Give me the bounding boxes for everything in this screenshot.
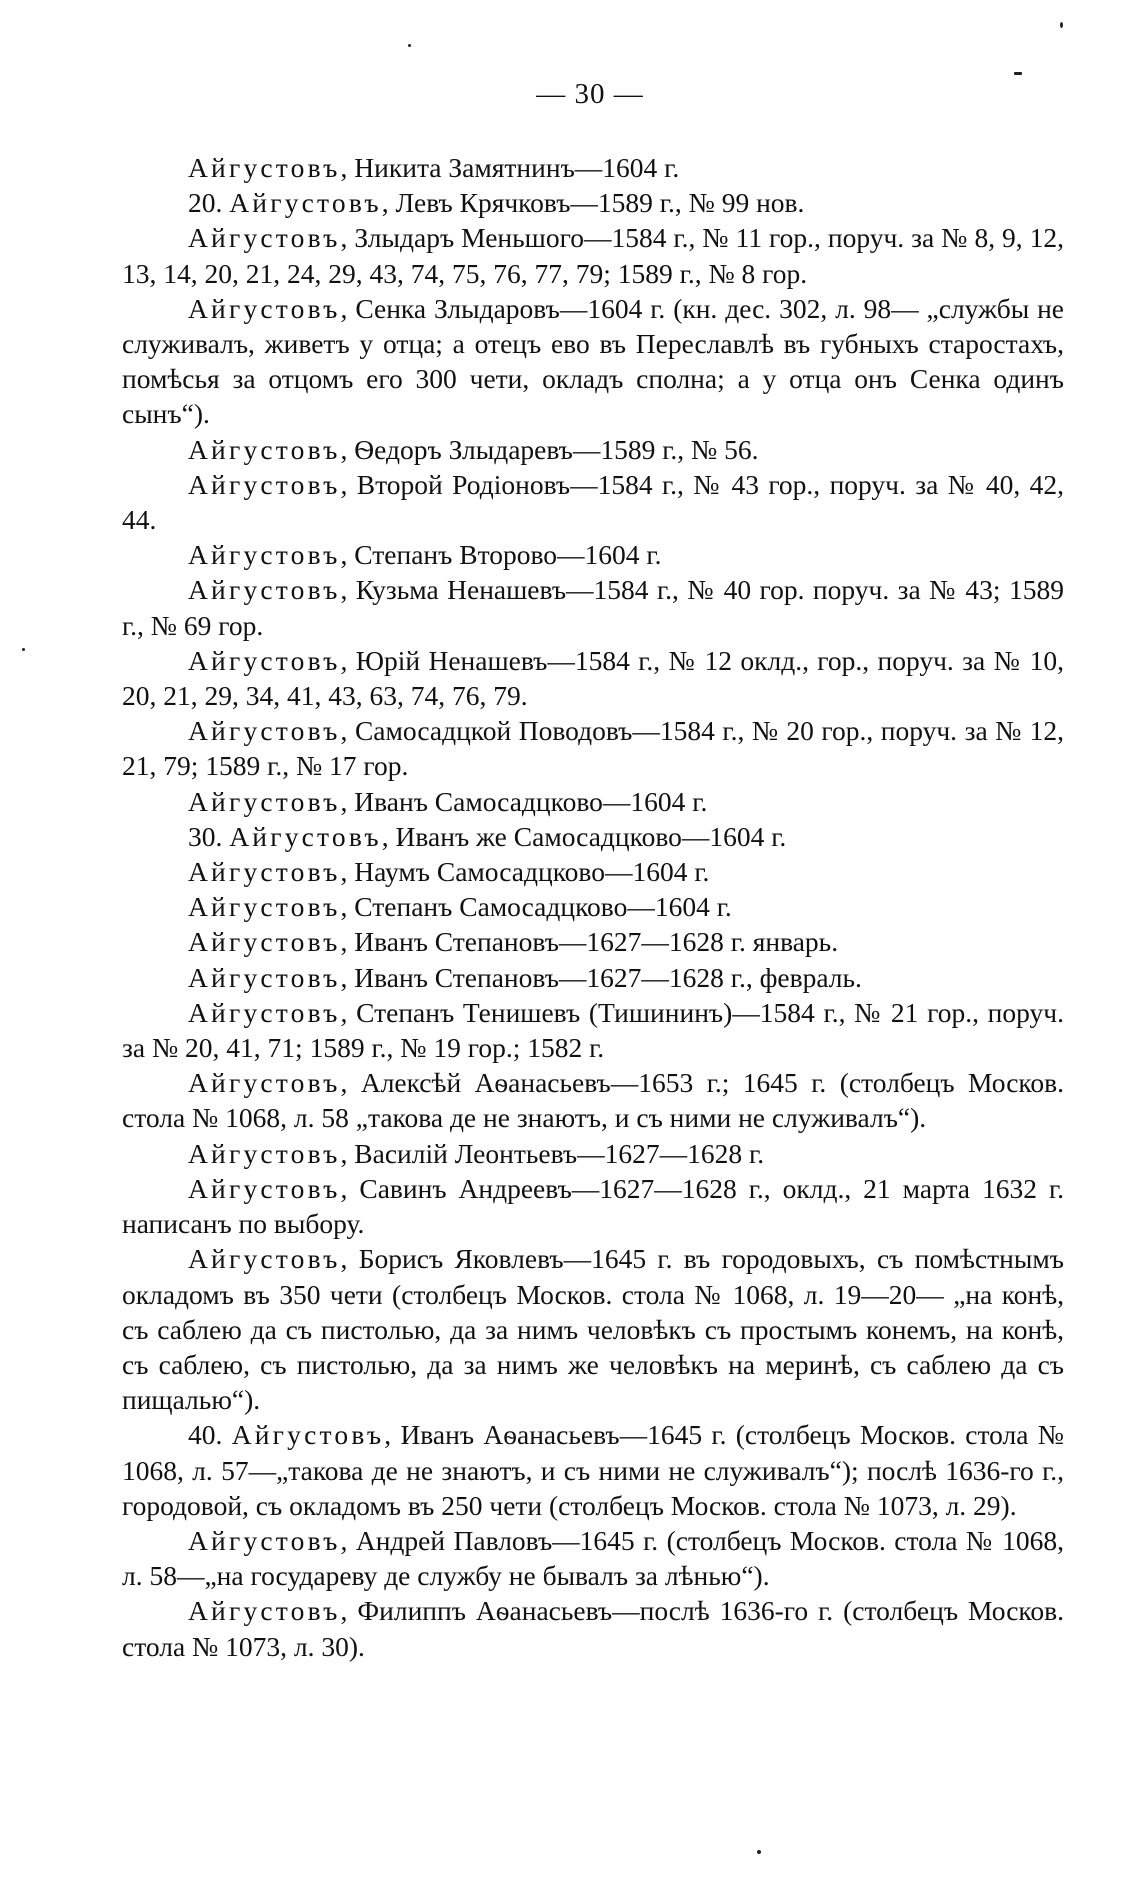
list-item xyxy=(122,819,1064,854)
entry-surname: Айгустовъ xyxy=(188,1137,341,1169)
list-item xyxy=(122,643,1064,713)
list-item xyxy=(122,467,1064,537)
entry-text: , Степанъ Тенишевъ (Тишининъ)—1584 г., № 21 гор., поруч. за № 20, 41, 71; 1589 г., № 19 гор.; 1582 г. xyxy=(122,996,1064,1064)
entry-text: , Наумъ Самосадцково—1604 г. xyxy=(340,856,710,888)
list-item xyxy=(122,995,1064,1065)
entry-text: , Сенка Злыдаровъ—1604 г. (кн. дес. 302, л. 98— „службы не служивалъ, живетъ у отца; а отецъ ево въ Переславлѣ въ губныхъ старостахъ, помѣсья за отцомъ его 300 чети, окладъ сполна; а у отца онъ Сенка одинъ сынъ“). xyxy=(122,292,1064,430)
entry-surname: Айгустовъ xyxy=(229,820,382,852)
list-item xyxy=(122,1136,1064,1171)
scan-speck xyxy=(1060,22,1063,28)
entry-text: , Савинъ Андреевъ—1627—1628 г., оклд., 21 марта 1632 г. написанъ по выбору. xyxy=(122,1172,1064,1240)
entry-surname: Айгустовъ xyxy=(188,715,341,747)
entry-surname: Айгустовъ xyxy=(188,539,341,571)
entry-text: , Иванъ Степановъ—1627—1628 г., февраль. xyxy=(340,961,862,993)
entry-text: , Ѳедоръ Злыдаревъ—1589 г., № 56. xyxy=(340,433,759,465)
entry-surname: Айгустовъ xyxy=(188,644,341,676)
scan-speck xyxy=(408,44,411,47)
entry-text: , Юрій Ненашевъ—1584 г., № 12 оклд., гор., поруч. за № 10, 20, 21, 29, 34, 41, 43, 63, 74, 76, 79. xyxy=(122,644,1064,712)
entry-surname: Айгустовъ xyxy=(188,856,341,888)
entry-surname: Айгустовъ xyxy=(188,468,341,500)
list-item xyxy=(122,784,1064,819)
list-item xyxy=(122,854,1064,889)
entry-surname: Айгустовъ xyxy=(188,574,341,606)
entry-text: , Иванъ Самосадцково—1604 г. xyxy=(340,785,708,817)
scan-speck xyxy=(22,648,25,651)
entry-text: , Борисъ Яковлевъ—1645 г. въ городовыхъ, съ помѣстнымъ окладомъ въ 350 чети (столбецъ Москов. стола № 1068, л. 19—20— „на конѣ, съ саблею да съ пистолью, да за нимъ человѣкъ съ простымъ конемъ, на конѣ, съ саблею, съ пистолью, да за нимъ же человѣкъ на меринѣ, съ саблею да съ пищалью“). xyxy=(122,1243,1064,1416)
list-item xyxy=(122,924,1064,959)
entry-number: 40. xyxy=(188,1419,232,1451)
entry-list xyxy=(122,150,1064,1664)
entry-surname: Айгустовъ xyxy=(188,1243,341,1275)
list-item xyxy=(122,1065,1064,1135)
entry-number: 30. xyxy=(188,820,230,852)
entry-surname: Айгустовъ xyxy=(188,785,341,817)
entry-surname: Айгустовъ xyxy=(188,222,341,254)
entry-surname: Айгустовъ xyxy=(188,152,341,183)
list-item xyxy=(122,960,1064,995)
entry-surname: Айгустовъ xyxy=(188,996,341,1028)
entry-surname: Айгустовъ xyxy=(188,1524,341,1556)
page-number: — 30 — xyxy=(536,78,644,110)
entry-surname: Айгустовъ xyxy=(229,187,382,219)
list-item xyxy=(122,537,1064,572)
list-item xyxy=(122,150,1064,185)
list-item xyxy=(122,1593,1064,1663)
scan-speck xyxy=(1014,72,1022,75)
entry-surname: Айгустовъ xyxy=(188,433,341,465)
entry-text: , Андрей Павловъ—1645 г. (столбецъ Москов. стола № 1068, л. 58—„на государеву де службу не бывалъ за лѣнью“). xyxy=(122,1524,1064,1592)
list-item xyxy=(122,185,1064,220)
list-item xyxy=(122,572,1064,642)
entry-number: 20. xyxy=(188,187,230,219)
entry-text: , Самосадцкой Поводовъ—1584 г., № 20 гор., поруч. за № 12, 21, 79; 1589 г., № 17 гор. xyxy=(122,715,1064,782)
entry-text: , Степанъ Второво—1604 г. xyxy=(340,539,662,571)
entry-surname: Айгустовъ xyxy=(188,926,341,958)
entry-surname: Айгустовъ xyxy=(188,1172,341,1204)
list-item xyxy=(122,1241,1064,1417)
entry-surname: Айгустовъ xyxy=(188,1067,341,1099)
list-item xyxy=(122,1417,1064,1523)
entry-text: , Алексѣй Аѳанасьевъ—1653 г.; 1645 г. (столбецъ Москов. стола № 1068, л. 58 „такова де не знаютъ, и съ ними не служивалъ“). xyxy=(122,1067,1064,1134)
entry-surname: Айгустовъ xyxy=(188,891,341,923)
entry-surname: Айгустовъ xyxy=(231,1419,385,1451)
entry-surname: Айгустовъ xyxy=(188,961,341,993)
entry-text: , Никита Замятнинъ—1604 г. xyxy=(340,152,680,183)
scan-speck xyxy=(757,1850,761,1854)
list-item xyxy=(122,1171,1064,1241)
entry-text: , Злыдаръ Меньшого—1584 г., № 11 гор., поруч. за № 8, 9, 12, 13, 14, 20, 21, 24, 29, 43, 74, 75, 76, 77, 79; 1589 г., № 8 гор. xyxy=(122,222,1064,289)
entry-text: , Степанъ Самосадцково—1604 г. xyxy=(340,891,732,923)
list-item xyxy=(122,291,1064,432)
entry-text: , Иванъ Аѳанасьевъ—1645 г. (столбецъ Москов. стола № 1068, л. 57—„такова де не знаютъ, и съ ними не служивалъ“); послѣ 1636-го г., городовой, съ окладомъ въ 250 чети (столбецъ Москов. стола № 1073, л. 29). xyxy=(122,1419,1065,1521)
entry-surname: Айгустовъ xyxy=(188,1595,341,1627)
entry-text: , Второй Родіоновъ—1584 г., № 43 гор., поруч. за № 40, 42, 44. xyxy=(122,468,1064,536)
entry-text: , Иванъ же Самосадцково—1604 г. xyxy=(381,820,787,852)
list-item xyxy=(122,1523,1064,1593)
entry-text: , Василій Леонтьевъ—1627—1628 г. xyxy=(340,1137,765,1169)
list-item xyxy=(122,889,1064,924)
entry-text: , Иванъ Степановъ—1627—1628 г. январь. xyxy=(340,926,839,958)
list-item xyxy=(122,713,1064,783)
entry-text: , Кузьма Ненашевъ—1584 г., № 40 гор. поруч. за № 43; 1589 г., № 69 гор. xyxy=(122,574,1064,641)
list-item xyxy=(122,432,1064,467)
list-item xyxy=(122,220,1064,290)
entry-surname: Айгустовъ xyxy=(188,292,341,324)
entry-text: , Левъ Крячковъ—1589 г., № 99 нов. xyxy=(381,187,805,219)
entry-text: , Филиппъ Аѳанасьевъ—послѣ 1636-го г. (столбецъ Москов. стола № 1073, л. 30). xyxy=(122,1595,1064,1662)
